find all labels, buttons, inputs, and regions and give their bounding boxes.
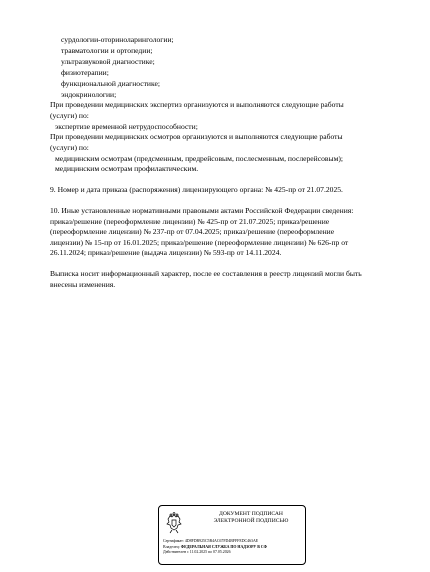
section-intro: (услуги) по:	[50, 111, 89, 120]
service-item: сурдологии-оториноларингологии;	[61, 35, 174, 44]
coat-of-arms-icon	[163, 512, 185, 534]
disclaimer-line: внесены изменения.	[50, 280, 116, 289]
stamp-title-line2: ЭЛЕКТРОННОЙ ПОДПИСЬЮ	[213, 518, 289, 524]
service-item: медицинским осмотрам профилактическим.	[55, 164, 199, 173]
section-10-line: (переоформление лицензии) № 237-пр от 07.04.2025; приказ/решение (переоформление	[50, 227, 335, 236]
service-item: функциональной диагностике;	[61, 79, 160, 88]
owner-name: ФЕДЕРАЛЬНАЯ СЛУЖБА ПО НАДЗОРУ В СФ	[180, 544, 267, 549]
service-item: травматологии и ортопедии;	[61, 46, 153, 55]
certificate-number: Сертификат: 4D8FDB925C5B4AC67FD4BFFFEDC463AE	[163, 539, 259, 543]
section-intro: При проведении медицинских экспертиз организуются и выполняются следующие работы	[50, 100, 344, 109]
electronic-signature-stamp	[158, 505, 306, 565]
section-9: 9. Номер и дата приказа (распоряжения) лицензирующего органа: № 425-пр от 21.07.2025.	[50, 185, 343, 194]
section-intro: (услуги) по:	[50, 143, 89, 152]
section-10-line: 26.11.2024; приказ/решение (выдача лицензии) № 593-пр от 14.11.2024.	[50, 248, 282, 257]
service-item: эндокринологии;	[61, 90, 117, 99]
owner-label: Владелец:	[163, 544, 180, 549]
section-10-line: приказ/решение (переоформление лицензии) № 425-пр от 21.07.2025; приказ/решение	[50, 217, 330, 226]
service-item: экспертизе временной нетрудоспособности;	[55, 122, 198, 131]
stamp-title-line1: ДОКУМЕНТ ПОДПИСАН	[219, 511, 283, 517]
service-item: физиотерапии;	[61, 68, 109, 77]
section-10-line: 10. Иные установленные нормативными правовыми актами Российской Федерации сведения:	[50, 206, 354, 215]
section-intro: При проведении медицинских осмотров организуются и выполняются следующие работы	[50, 132, 343, 141]
service-item: ультразвуковой диагностике;	[61, 57, 155, 66]
disclaimer-line: Выписка носит информационный характер, после ее составления в реестр лицензий могли быть	[50, 269, 362, 278]
certificate-owner	[163, 545, 267, 550]
service-item: медицинским осмотрам (предсменным, предрейсовым, послесменным, послерейсовым);	[55, 154, 344, 163]
section-10-line: лицензии) № 15-пр от 16.01.2025; приказ/решение (переоформление лицензии) № 626-пр от	[50, 238, 349, 247]
certificate-validity: Действителен с 11.02.2025 по 07.05.2026	[163, 550, 231, 554]
